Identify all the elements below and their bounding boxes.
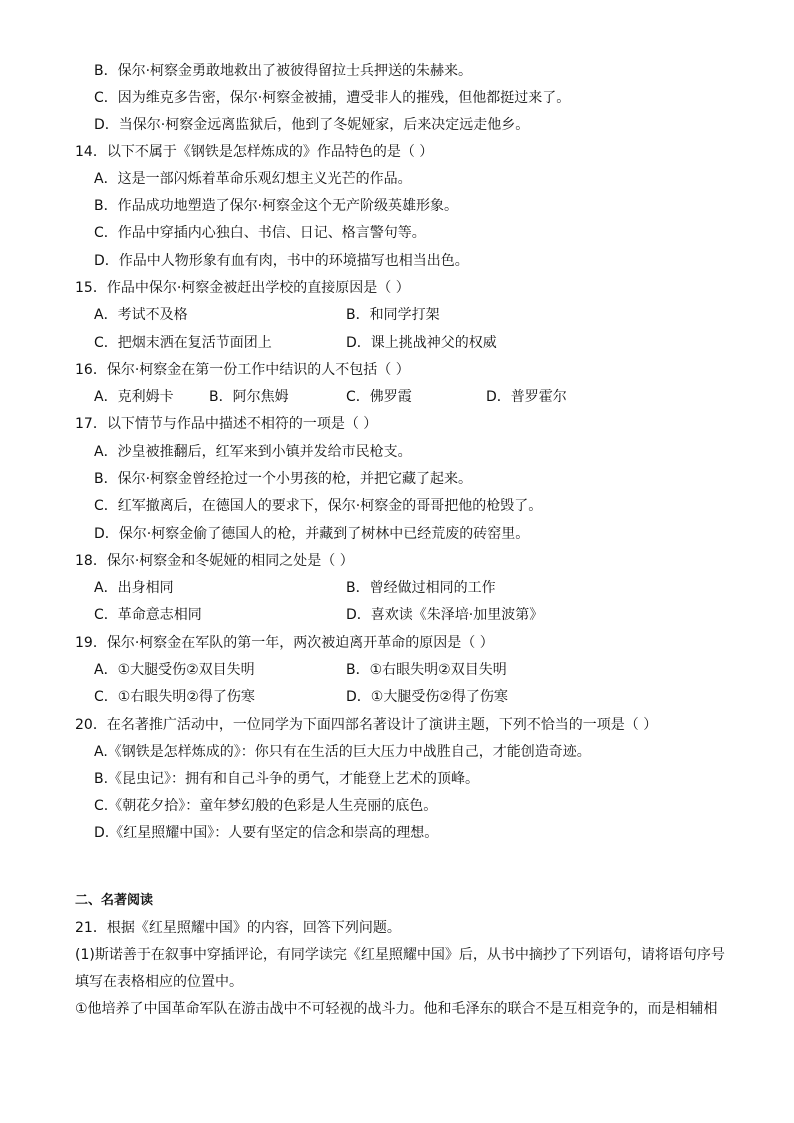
section-title: 二、名著阅读 xyxy=(75,893,154,908)
q17-option-c: C．红军撤离后，在德国人的要求下，保尔·柯察金的哥哥把他的枪毁了。 xyxy=(94,498,543,514)
q13-option-b: B．保尔·柯察金勇敢地救出了被彼得留拉士兵押送的朱赫来。 xyxy=(94,63,473,79)
q20-option-b: B.《昆虫记》：拥有和自己斗争的勇气，才能登上艺术的顶峰。 xyxy=(94,771,480,787)
q21-quote-1: ①他培养了中国革命军队在游击战中不可轻视的战斗力。他和毛泽东的联合不是互相竞争的，而是相辅相 xyxy=(75,1001,718,1017)
q17-option-b: B．保尔·柯察金曾经抢过一个小男孩的枪，并把它藏了起来。 xyxy=(94,471,473,487)
q21-part1-line2: 填写在表格相应的位置中。 xyxy=(75,974,243,990)
q19-option-b: B．①右眼失明②双目失明 xyxy=(346,662,507,678)
q16-option-c: C．佛罗霞 xyxy=(346,389,412,405)
q15-option-b: B．和同学打架 xyxy=(346,307,440,323)
q19-stem: 19．保尔·柯察金在军队的第一年，两次被迫离开革命的原因是（ ） xyxy=(75,635,494,651)
q13-option-c: C．因为维克多告密，保尔·柯察金被捕，遭受非人的摧残，但他都挺过来了。 xyxy=(94,90,571,106)
q16-option-b: B．阿尔焦姆 xyxy=(209,389,289,405)
q18-option-b: B．曾经做过相同的工作 xyxy=(346,580,496,596)
q20-option-c: C.《朝花夕拾》：童年梦幻般的色彩是人生亮丽的底色。 xyxy=(94,798,438,814)
q15-option-d: D．课上挑战神父的权威 xyxy=(346,335,497,351)
q16-option-d: D．普罗霍尔 xyxy=(486,389,567,405)
q21-stem: 21．根据《红星照耀中国》的内容，回答下列问题。 xyxy=(75,920,401,936)
q15-stem: 15．作品中保尔·柯察金被赶出学校的直接原因是（ ） xyxy=(75,280,410,296)
q13-option-d: D．当保尔·柯察金远离监狱后，他到了冬妮娅家，后来决定远走他乡。 xyxy=(94,117,530,133)
q20-option-d: D.《红星照耀中国》：人要有坚定的信念和崇高的理想。 xyxy=(94,825,439,841)
q14-stem: 14．以下不属于《钢铁是怎样炼成的》作品特色的是（ ） xyxy=(75,144,434,160)
q14-option-c: C．作品中穿插内心独白、书信、日记、格言警句等。 xyxy=(94,225,426,241)
q19-option-a: A．①大腿受伤②双目失明 xyxy=(94,662,255,678)
q16-stem: 16．保尔·柯察金在第一份工作中结识的人不包括（ ） xyxy=(75,362,410,378)
q18-option-a: A．出身相同 xyxy=(94,580,174,596)
q18-stem: 18．保尔·柯察金和冬妮娅的相同之处是（ ） xyxy=(75,553,354,569)
q21-part1-line1: (1)斯诺善于在叙事中穿插评论，有同学读完《红星照耀中国》后，从书中摘抄了下列语句，请将语句序号 xyxy=(75,947,725,963)
q19-option-d: D．①大腿受伤②得了伤寒 xyxy=(346,689,508,705)
q17-stem: 17．以下情节与作品中描述不相符的一项是（ ） xyxy=(75,416,378,432)
q14-option-b: B．作品成功地塑造了保尔·柯察金这个无产阶级英雄形象。 xyxy=(94,198,459,214)
q17-option-d: D．保尔·柯察金偷了德国人的枪，并藏到了树林中已经荒废的砖窑里。 xyxy=(94,526,530,542)
q20-stem: 20．在名著推广活动中，一位同学为下面四部名著设计了演讲主题，下列不恰当的一项是（ ） xyxy=(75,717,658,733)
q18-option-c: C．革命意志相同 xyxy=(94,607,202,623)
q15-option-a: A．考试不及格 xyxy=(94,307,188,323)
q18-option-d: D．喜欢读《朱泽培·加里波第》 xyxy=(346,607,544,623)
q19-option-c: C．①右眼失明②得了伤寒 xyxy=(94,689,255,705)
q14-option-d: D．作品中人物形象有血有肉，书中的环境描写也相当出色。 xyxy=(94,253,469,269)
q15-option-c: C．把烟末洒在复活节面团上 xyxy=(94,335,272,351)
q17-option-a: A．沙皇被推翻后，红军来到小镇并发给市民枪支。 xyxy=(94,444,412,460)
q16-option-a: A．克利姆卡 xyxy=(94,389,174,405)
q20-option-a: A.《钢铁是怎样炼成的》：你只有在生活的巨大压力中战胜自己，才能创造奇迹。 xyxy=(94,744,591,760)
q14-option-a: A．这是一部闪烁着革命乐观幻想主义光芒的作品。 xyxy=(94,171,412,187)
